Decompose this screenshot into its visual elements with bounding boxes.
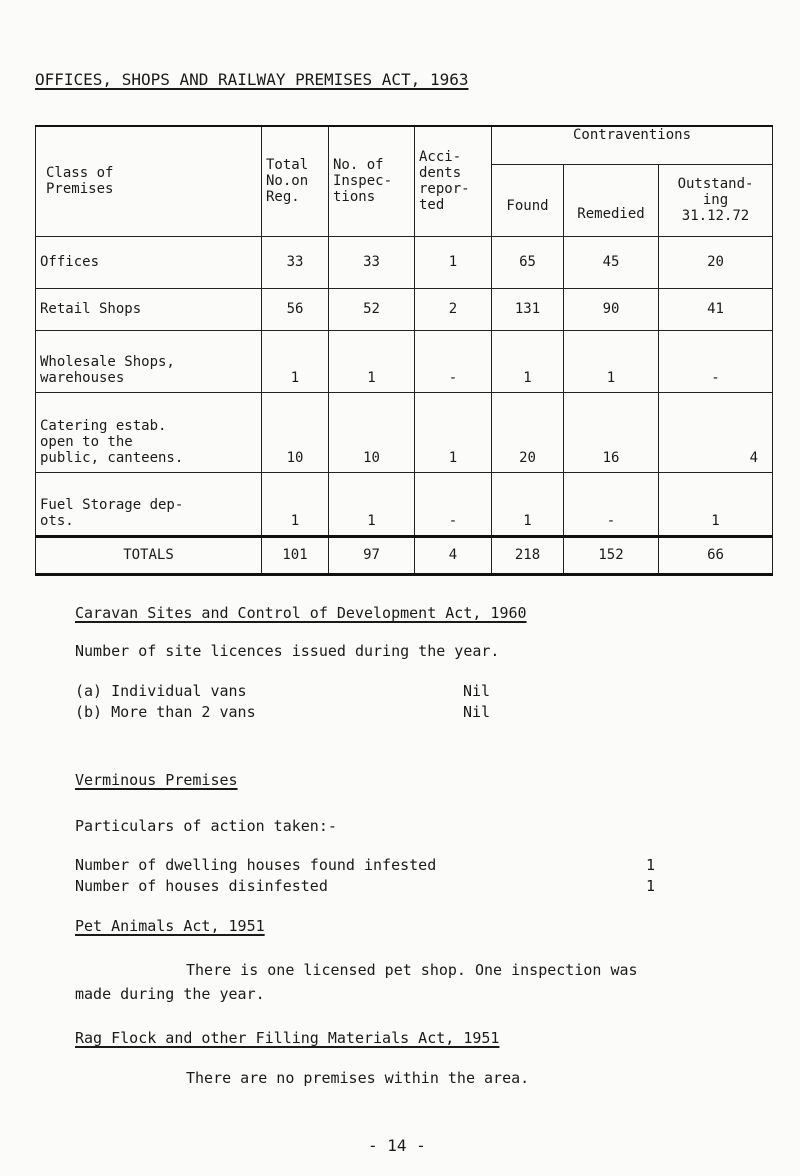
row-accidents: - <box>415 330 492 392</box>
row-remedied: 90 <box>564 288 659 330</box>
pets-line-2: made during the year. <box>75 985 265 1003</box>
totals-remedied: 152 <box>564 536 659 574</box>
row-outstanding: 20 <box>659 236 773 288</box>
row-inspections: 10 <box>329 392 415 472</box>
pets-line-1: There is one licensed pet shop. One inspection was <box>186 961 638 979</box>
header-remedied: Remedied <box>564 164 659 236</box>
header-outstanding: Outstand- ing 31.12.72 <box>659 164 773 236</box>
page-number: - 14 - <box>368 1136 426 1155</box>
totals-accidents: 4 <box>415 536 492 574</box>
table-row <box>36 472 773 536</box>
page-title: OFFICES, SHOPS AND RAILWAY PREMISES ACT, 1963 <box>35 70 469 89</box>
table-row <box>36 392 773 472</box>
verminous-item-1-value: 1 <box>646 856 656 874</box>
row-remedied: - <box>564 472 659 536</box>
caravan-intro: Number of site licences issued during the year. <box>75 642 500 660</box>
row-inspections: 52 <box>329 288 415 330</box>
row-total: 56 <box>262 288 329 330</box>
table-row <box>36 330 773 392</box>
totals-inspections: 97 <box>329 536 415 574</box>
row-accidents: - <box>415 472 492 536</box>
verminous-item-2-value: 1 <box>646 877 656 895</box>
header-accidents: Acci- dents repor- ted <box>415 126 492 236</box>
caravan-item-a-label: (a) Individual vans <box>75 682 247 700</box>
totals-total: 101 <box>262 536 329 574</box>
table-row <box>36 288 773 330</box>
row-inspections: 1 <box>329 330 415 392</box>
premises-table <box>35 125 773 576</box>
header-found: Found <box>492 164 564 236</box>
row-name: Wholesale Shops, warehouses <box>36 330 262 392</box>
row-found: 65 <box>492 236 564 288</box>
totals-row <box>36 536 773 574</box>
caravan-heading: Caravan Sites and Control of Development Act, 1960 <box>75 604 527 622</box>
row-total: 1 <box>262 472 329 536</box>
row-total: 33 <box>262 236 329 288</box>
row-name: Retail Shops <box>36 288 262 330</box>
row-name: Offices <box>36 236 262 288</box>
row-found: 20 <box>492 392 564 472</box>
verminous-item-2-label: Number of houses disinfested <box>75 877 328 895</box>
header-total: Total No.on Reg. <box>262 126 329 236</box>
row-remedied: 16 <box>564 392 659 472</box>
row-accidents: 1 <box>415 236 492 288</box>
row-name: Catering estab. open to the public, canteens. <box>36 392 262 472</box>
caravan-item-b-label: (b) More than 2 vans <box>75 703 256 721</box>
row-accidents: 1 <box>415 392 492 472</box>
verminous-item-1-label: Number of dwelling houses found infested <box>75 856 437 874</box>
totals-label: TOTALS <box>36 536 262 574</box>
row-accidents: 2 <box>415 288 492 330</box>
row-remedied: 45 <box>564 236 659 288</box>
row-outstanding: 1 <box>659 472 773 536</box>
totals-outstanding: 66 <box>659 536 773 574</box>
caravan-item-b-value: Nil <box>463 703 491 721</box>
row-outstanding: 41 <box>659 288 773 330</box>
row-found: 1 <box>492 330 564 392</box>
pets-heading: Pet Animals Act, 1951 <box>75 917 265 935</box>
rag-line-1: There are no premises within the area. <box>186 1069 530 1087</box>
header-contraventions: Contraventions <box>492 126 773 164</box>
table-row <box>36 236 773 288</box>
row-inspections: 1 <box>329 472 415 536</box>
rag-heading: Rag Flock and other Filling Materials Act, 1951 <box>75 1029 500 1047</box>
row-inspections: 33 <box>329 236 415 288</box>
verminous-heading: Verminous Premises <box>75 771 238 789</box>
row-remedied: 1 <box>564 330 659 392</box>
row-name: Fuel Storage dep- ots. <box>36 472 262 536</box>
row-outstanding: - <box>659 330 773 392</box>
header-class: Class of Premises <box>36 126 262 236</box>
row-total: 1 <box>262 330 329 392</box>
row-total: 10 <box>262 392 329 472</box>
header-inspections: No. of Inspec- tions <box>329 126 415 236</box>
totals-found: 218 <box>492 536 564 574</box>
row-found: 131 <box>492 288 564 330</box>
caravan-item-a-value: Nil <box>463 682 491 700</box>
verminous-intro: Particulars of action taken:- <box>75 817 337 835</box>
row-outstanding: 4 <box>659 392 773 472</box>
row-found: 1 <box>492 472 564 536</box>
